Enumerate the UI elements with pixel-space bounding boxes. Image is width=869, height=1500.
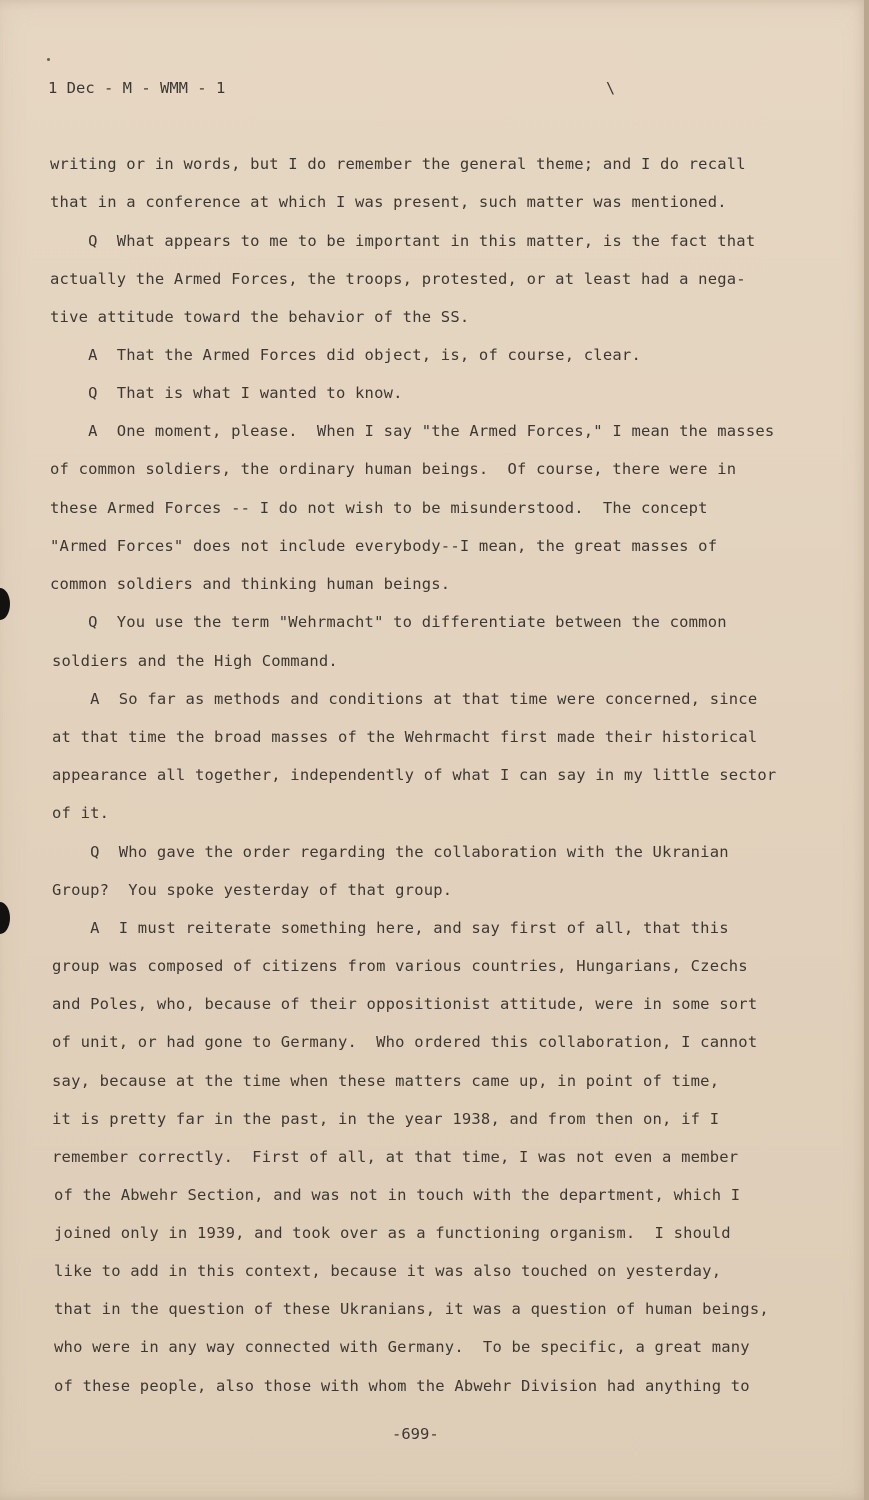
margin-mark: \ xyxy=(606,79,616,97)
transcript-line: A I must reiterate something here, and say first of all, that this xyxy=(52,919,729,937)
transcript-line: "Armed Forces" does not include everybody--I mean, the great masses of xyxy=(50,537,718,555)
transcript-line: group was composed of citizens from various countries, Hungarians, Czechs xyxy=(52,957,748,975)
speck xyxy=(47,58,50,61)
transcript-line: Group? You spoke yesterday of that group. xyxy=(52,881,453,899)
punch-hole xyxy=(0,902,10,934)
punch-hole xyxy=(0,588,10,620)
transcript-line: remember correctly. First of all, at that time, I was not even a member xyxy=(52,1148,739,1166)
transcript-line: these Armed Forces -- I do not wish to be misunderstood. The concept xyxy=(50,499,708,517)
transcript-line: who were in any way connected with Germany. To be specific, a great many xyxy=(54,1338,750,1356)
transcript-line: actually the Armed Forces, the troops, protested, or at least had a nega- xyxy=(50,270,746,288)
transcript-line: Q What appears to me to be important in this matter, is the fact that xyxy=(50,232,756,250)
transcript-line: say, because at the time when these matters came up, in point of time, xyxy=(52,1072,720,1090)
transcript-line: common soldiers and thinking human beings. xyxy=(50,575,451,593)
transcript-line: Q That is what I wanted to know. xyxy=(50,384,403,402)
transcript-line: Q You use the term "Wehrmacht" to differentiate between the common xyxy=(50,613,727,631)
transcript-line: of these people, also those with whom the Abwehr Division had anything to xyxy=(54,1377,750,1395)
transcript-line: of unit, or had gone to Germany. Who ordered this collaboration, I cannot xyxy=(52,1033,758,1051)
transcript-line: tive attitude toward the behavior of the SS. xyxy=(50,308,470,326)
document-reference: 1 Dec - M - WMM - 1 xyxy=(48,79,226,97)
transcript-line: that in a conference at which I was present, such matter was mentioned. xyxy=(50,193,727,211)
transcript-line: at that time the broad masses of the Wehrmacht first made their historical xyxy=(52,728,758,746)
transcript-line: of it. xyxy=(52,804,110,822)
transcript-line: joined only in 1939, and took over as a functioning organism. I should xyxy=(54,1224,731,1242)
transcript-line: that in the question of these Ukranians, it was a question of human beings, xyxy=(54,1300,769,1318)
transcript-line: and Poles, who, because of their oppositionist attitude, were in some sort xyxy=(52,995,758,1013)
transcript-line: A One moment, please. When I say "the Armed Forces," I mean the masses xyxy=(50,422,775,440)
transcript-line: Q Who gave the order regarding the collaboration with the Ukranian xyxy=(52,843,729,861)
transcript-line: A That the Armed Forces did object, is, of course, clear. xyxy=(50,346,641,364)
page-edge xyxy=(864,0,869,1500)
transcript-line: soldiers and the High Command. xyxy=(52,652,338,670)
transcript-line: A So far as methods and conditions at that time were concerned, since xyxy=(52,690,758,708)
transcript-line: of common soldiers, the ordinary human beings. Of course, there were in xyxy=(50,460,737,478)
transcript-line: appearance all together, independently of what I can say in my little sector xyxy=(52,766,777,784)
transcript-line: writing or in words, but I do remember the general theme; and I do recall xyxy=(50,155,746,173)
transcript-line: it is pretty far in the past, in the year 1938, and from then on, if I xyxy=(52,1110,720,1128)
transcript-line: like to add in this context, because it was also touched on yesterday, xyxy=(54,1262,722,1280)
page-number: -699- xyxy=(392,1425,439,1443)
transcript-line: of the Abwehr Section, and was not in touch with the department, which I xyxy=(54,1186,741,1204)
